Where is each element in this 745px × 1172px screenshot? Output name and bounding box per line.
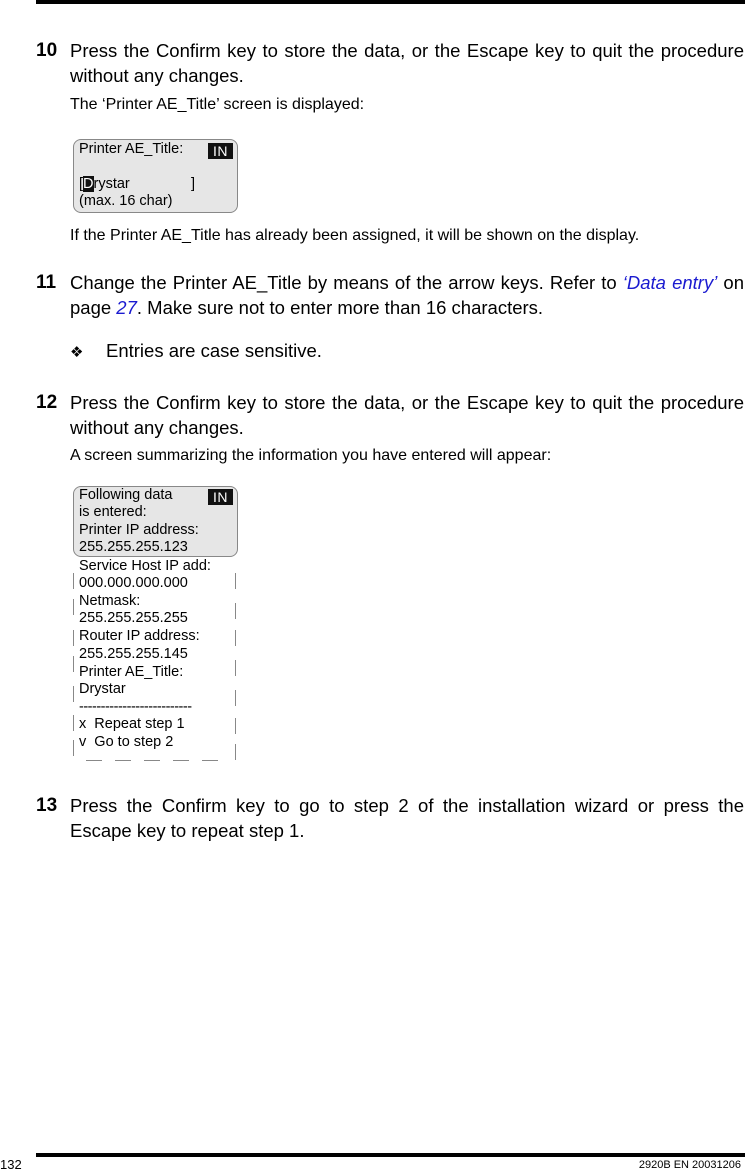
lcd-value-line xyxy=(79,176,130,193)
data-entry-link[interactable]: ‘Data entry’ xyxy=(622,272,718,293)
lcd-line: 255.255.255.145 xyxy=(79,646,188,662)
lcd-line: Netmask: xyxy=(79,593,141,609)
lcd-line: 000.000.000.000 xyxy=(79,575,188,591)
ae-title-assigned-note: If the Printer AE_Title has already been assigned, it will be shown on the display. xyxy=(70,227,640,244)
lcd-line: Following data xyxy=(79,487,173,503)
step-11 xyxy=(36,270,744,320)
step-text: Press the Confirm key to go to step 2 of the installation wizard or press the Escape key to repeat step 1. xyxy=(70,795,744,841)
step-number: 10 xyxy=(36,40,58,61)
lcd-line: Printer IP address: xyxy=(79,522,199,538)
step-number: 13 xyxy=(36,795,58,816)
step-number: 12 xyxy=(36,392,58,413)
lcd-line: 255.255.255.123 xyxy=(79,539,188,555)
diamond-bullet-icon: ❖ xyxy=(70,344,84,361)
bottom-rule xyxy=(36,1153,745,1157)
step-12 xyxy=(36,390,744,440)
summary-intro: A screen summarizing the information you have entered will appear: xyxy=(70,447,552,464)
ae-title-intro: The ‘Printer AE_Title’ screen is displayed: xyxy=(70,96,365,113)
page-number: 132 xyxy=(0,1157,22,1172)
note-bullet xyxy=(70,338,322,365)
step-text: Press the Confirm key to store the data, or the Escape key to quit the procedure without any changes. xyxy=(70,392,744,438)
lcd-line: Printer AE_Title: xyxy=(79,664,184,680)
open-bracket: [ xyxy=(79,176,84,192)
page-link[interactable]: 27 xyxy=(116,297,137,318)
lcd-line: is entered: xyxy=(79,504,147,520)
input-mode-badge: IN xyxy=(208,143,233,159)
step-text-part: on page xyxy=(70,272,744,318)
lcd-option: v Go to step 2 xyxy=(79,734,174,750)
lcd-screen-ae-title-content xyxy=(79,141,239,213)
step-text xyxy=(70,270,744,320)
lcd-line: Service Host IP add: xyxy=(79,558,211,574)
document-code: 2920B EN 20031206 xyxy=(638,1159,741,1171)
step-10 xyxy=(36,38,744,88)
step-text-part: . Make sure not to enter more than 16 characters. xyxy=(136,297,544,318)
step-13 xyxy=(36,793,744,843)
lcd-line: 255.255.255.255 xyxy=(79,610,188,626)
step-text-part: Change the Printer AE_Title by means of the arrow keys. Refer to xyxy=(70,272,623,293)
lcd-separator: -------------------------- xyxy=(79,699,192,715)
lcd-line: Printer AE_Title: xyxy=(79,141,184,157)
lcd-option: x Repeat step 1 xyxy=(79,716,185,732)
step-number: 11 xyxy=(36,272,57,293)
lcd-line: (max. 16 char) xyxy=(79,193,173,209)
value-rest: rystar xyxy=(93,176,130,192)
lcd-line: Drystar xyxy=(79,681,126,697)
top-rule xyxy=(36,0,745,4)
lcd-screen-summary-content xyxy=(79,487,239,757)
text-cursor: D xyxy=(83,176,94,192)
input-mode-badge: IN xyxy=(208,489,233,505)
case-sensitive-note: Entries are case sensitive. xyxy=(106,340,322,361)
step-text: Press the Confirm key to store the data, or the Escape key to quit the procedure without any changes. xyxy=(70,40,744,86)
lcd-line: Router IP address: xyxy=(79,628,200,644)
close-bracket: ] xyxy=(191,176,196,192)
